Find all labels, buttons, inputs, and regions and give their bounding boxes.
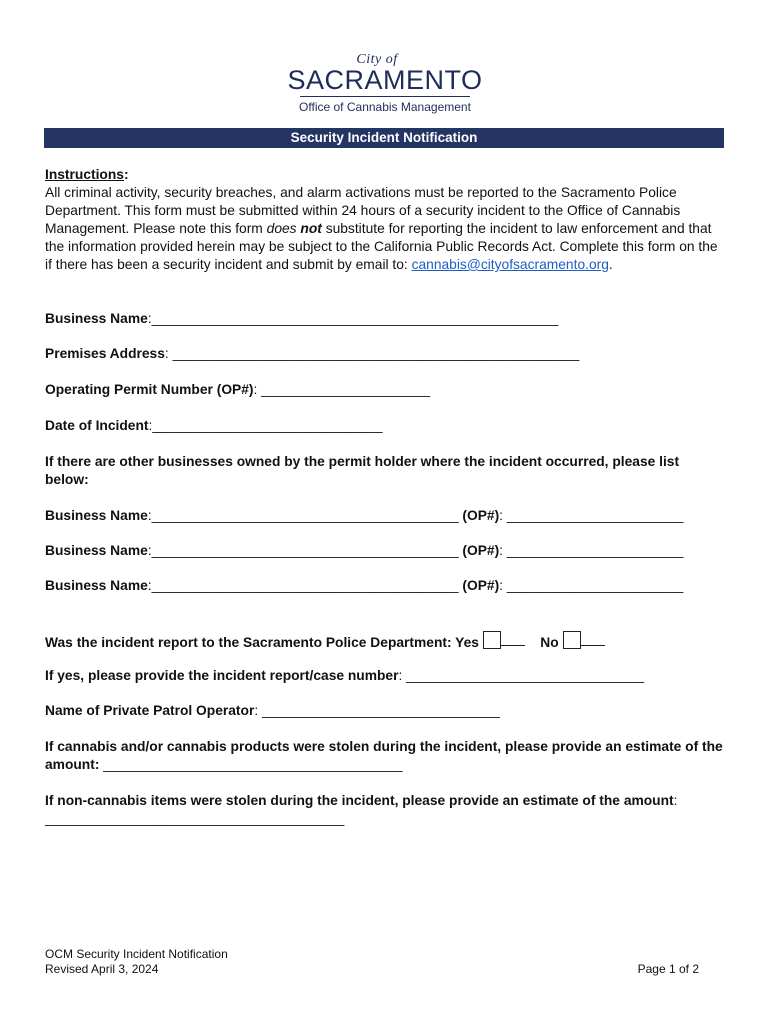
instructions-heading: Instructions: [45, 167, 124, 182]
premises-address-line[interactable]: : _____________________________________________________: [164, 346, 580, 361]
other-business-name-line[interactable]: :________________________________________: [147, 578, 459, 593]
instructions-end: .: [608, 257, 613, 272]
other-business-op-line[interactable]: : _______________________: [499, 578, 684, 593]
ocm-logo: [0, 52, 770, 114]
page-number: Page 1 of 2: [637, 962, 699, 976]
case-number-label: If yes, please provide the incident report/case number: [45, 668, 399, 683]
permit-number-field[interactable]: [45, 381, 430, 399]
other-business-name-label: Business Name: [45, 508, 148, 523]
no-checkbox-underline: [581, 644, 605, 646]
no-label: No: [540, 635, 559, 650]
business-name-field[interactable]: [45, 310, 558, 328]
premises-address-label: Premises Address: [45, 346, 165, 361]
footer-form-name: OCM Security Incident Notification: [45, 947, 228, 961]
other-business-name-label: Business Name: [45, 543, 148, 558]
patrol-operator-label: Name of Private Patrol Operator: [45, 703, 255, 718]
permit-number-label: Operating Permit Number (OP#): [45, 382, 254, 397]
logo-office: Office of Cannabis Management: [299, 100, 471, 114]
case-number-field[interactable]: [45, 667, 644, 685]
police-report-question: [45, 631, 605, 652]
police-report-label: Was the incident report to the Sacramento Police Department: Yes: [45, 635, 479, 650]
patrol-operator-line[interactable]: : _______________________________: [254, 703, 500, 718]
instructions-text-b: substitute for reporting the incident to law enforcement and that the information provided herein may be subject to the California Public Records Act. Complete this form on the if there has been a security incident and submit by email to:: [45, 221, 718, 272]
instructions-colon: :: [123, 167, 129, 182]
date-of-incident-field[interactable]: [45, 417, 383, 435]
footer-left: [45, 947, 228, 977]
instructions-not: not: [300, 221, 322, 236]
permit-number-line[interactable]: : ______________________: [253, 382, 431, 397]
case-number-line[interactable]: : _______________________________: [398, 668, 645, 683]
other-business-op-label: (OP#): [462, 508, 500, 523]
noncannabis-stolen-label: If non-cannabis items were stolen during the incident, please provide an estimate of the amount: [45, 793, 674, 808]
business-name-line[interactable]: :_____________________________________________________: [147, 311, 559, 326]
noncannabis-stolen-field[interactable]: [45, 792, 725, 828]
form-title: Security Incident Notification: [44, 128, 724, 148]
yes-checkbox-underline: [501, 644, 525, 646]
other-business-name-line[interactable]: :________________________________________: [147, 508, 459, 523]
other-business-op-label: (OP#): [462, 543, 500, 558]
other-business-row[interactable]: [45, 507, 683, 525]
other-business-row[interactable]: [45, 542, 683, 560]
other-business-op-line[interactable]: : _______________________: [499, 508, 684, 523]
logo-divider: [300, 96, 470, 97]
instructions-block: [45, 166, 725, 274]
cannabis-stolen-label: If cannabis and/or cannabis products were stolen during the incident, please provide an estimate of the amount:: [45, 739, 723, 772]
premises-address-field[interactable]: [45, 345, 579, 363]
footer-revised: Revised April 3, 2024: [45, 962, 159, 976]
cannabis-stolen-field[interactable]: [45, 738, 725, 774]
date-of-incident-label: Date of Incident: [45, 418, 149, 433]
other-business-name-label: Business Name: [45, 578, 148, 593]
instructions-does: does: [266, 221, 297, 236]
no-checkbox[interactable]: [563, 631, 581, 649]
other-businesses-prompt: If there are other businesses owned by the permit holder where the incident occurred, please list below:: [45, 454, 680, 487]
logo-sacramento: SACRAMENTO: [287, 65, 483, 95]
noncannabis-stolen-line[interactable]: : _______________________________________: [45, 793, 678, 826]
yes-checkbox[interactable]: [483, 631, 501, 649]
business-name-label: Business Name: [45, 311, 148, 326]
patrol-operator-field[interactable]: [45, 702, 500, 720]
other-business-row[interactable]: [45, 577, 683, 595]
cannabis-stolen-line[interactable]: _______________________________________: [99, 757, 403, 772]
date-of-incident-line[interactable]: :______________________________: [148, 418, 383, 433]
logo-city-of: City of: [356, 52, 398, 67]
other-business-op-line[interactable]: : _______________________: [499, 543, 684, 558]
instructions-text-a: All criminal activity, security breaches, and alarm activations must be reported to the Sacramento Police Department. This form must be submitted within 24 hours of a security incident to the Office of Cannabis Management. Please note this form: [45, 185, 681, 236]
other-business-op-label: (OP#): [462, 578, 500, 593]
other-business-name-line[interactable]: :________________________________________: [147, 543, 459, 558]
email-link[interactable]: cannabis@cityofsacramento.org: [411, 257, 609, 272]
